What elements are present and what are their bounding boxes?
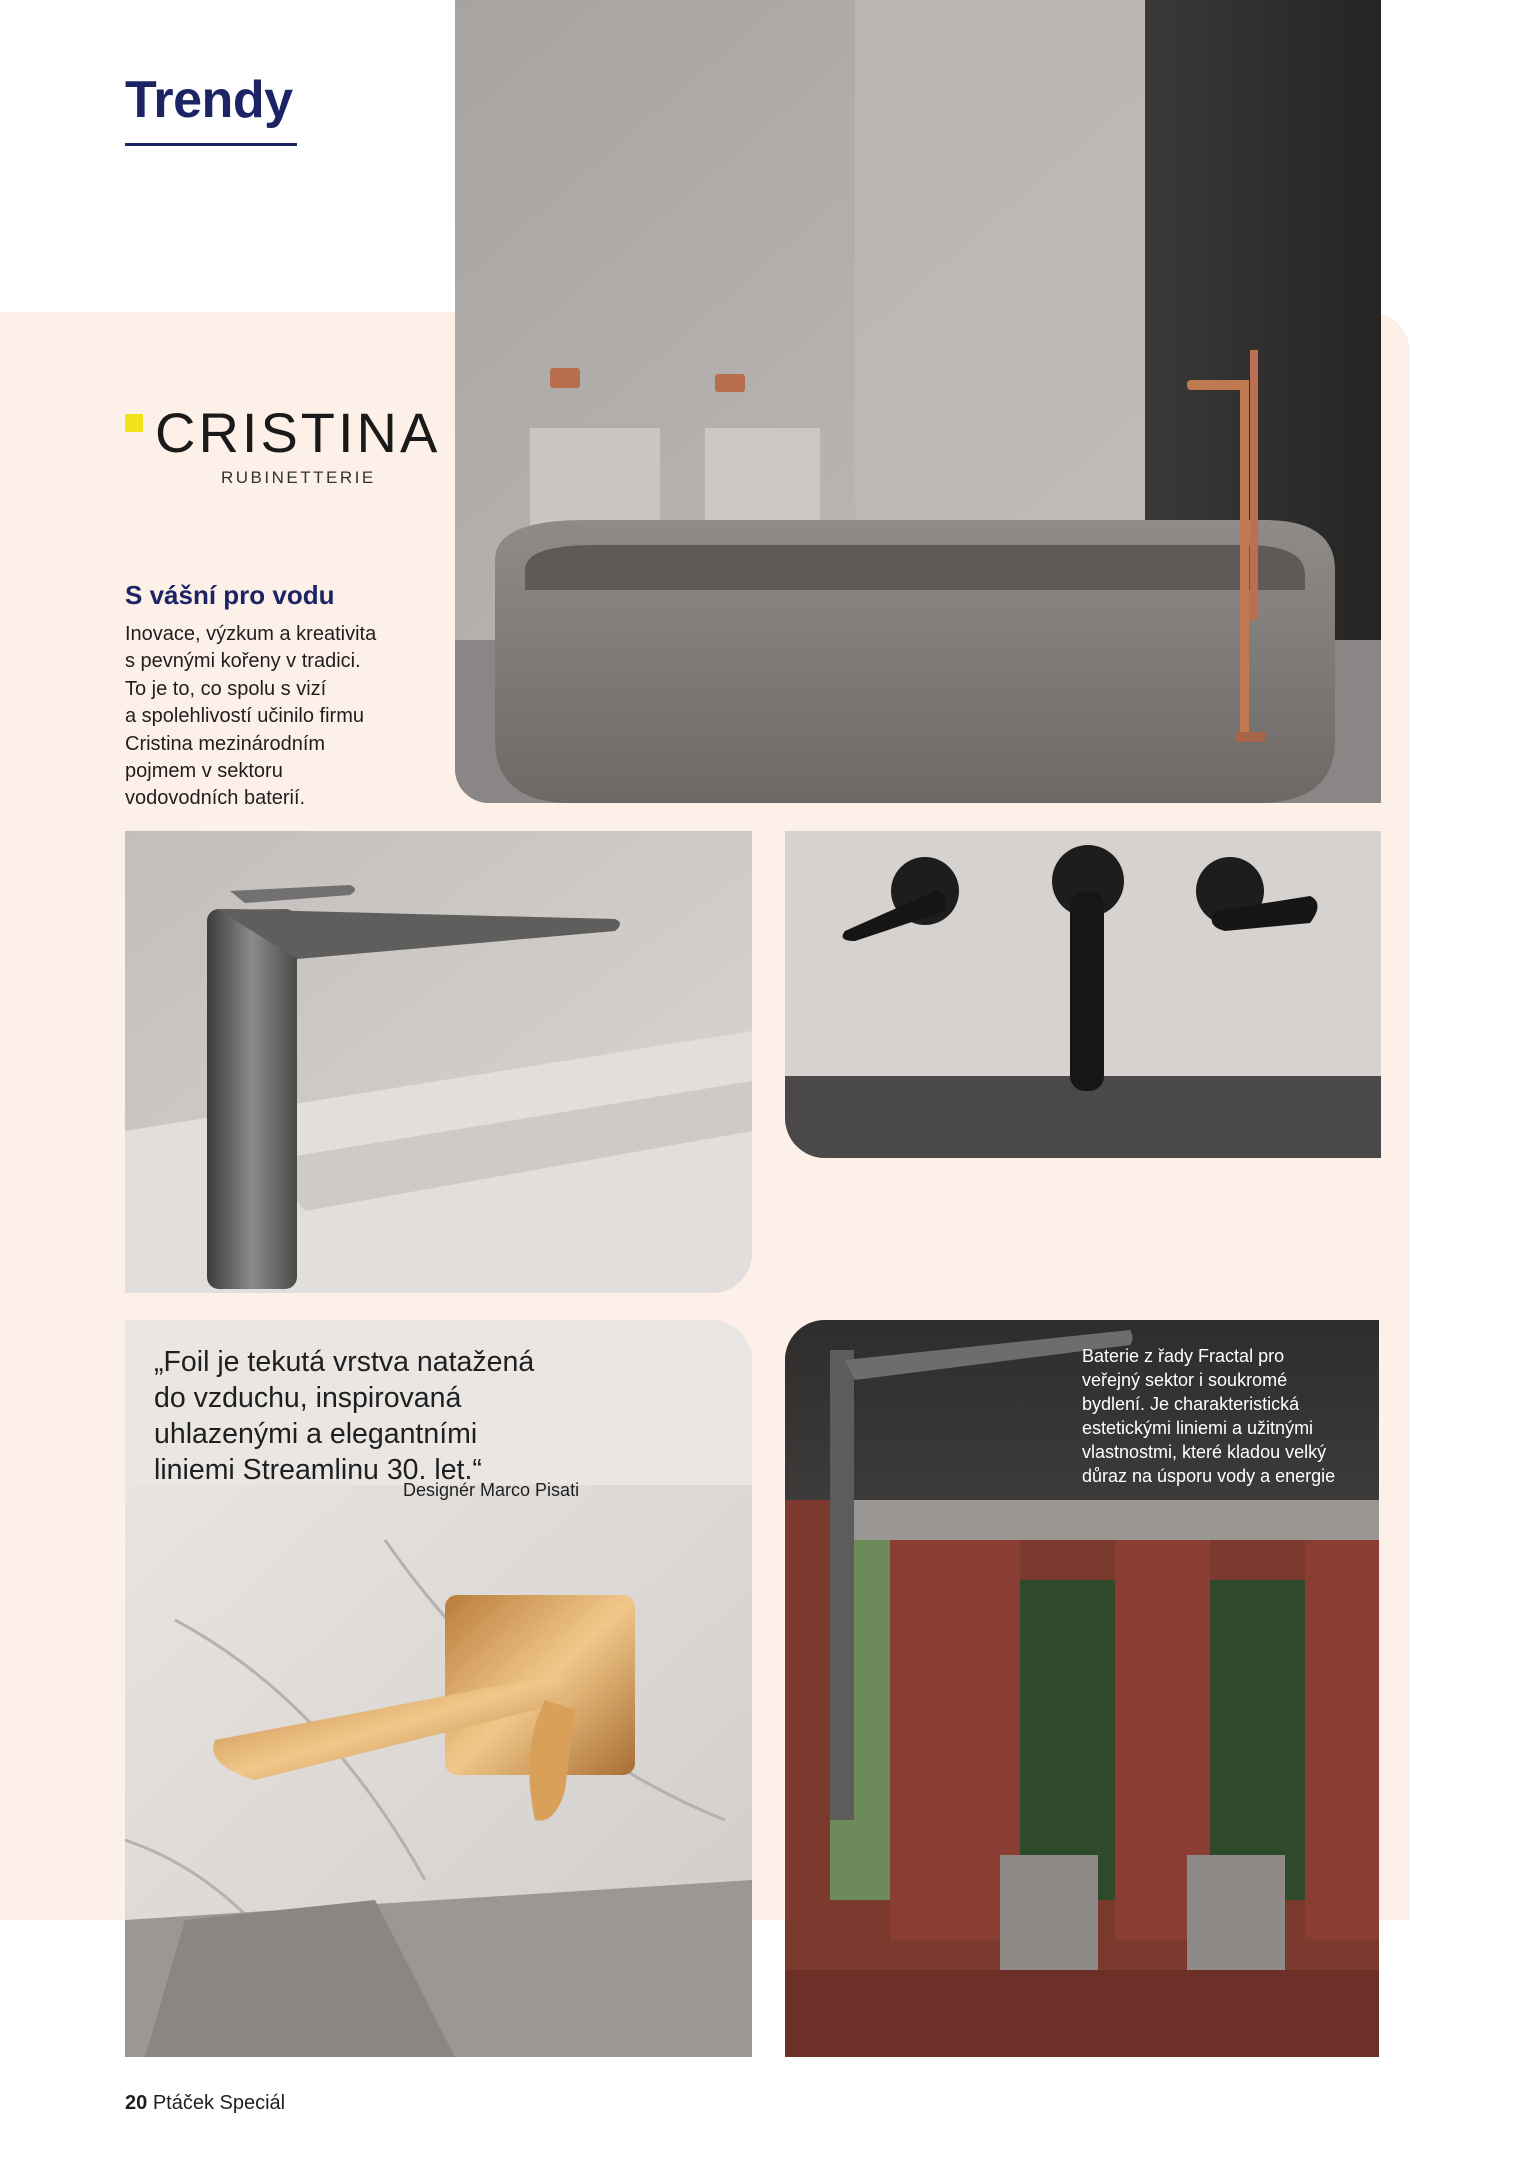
intro-line: Cristina mezinárodním: [125, 732, 326, 755]
intro-line: Inovace, výzkum a kreativita: [125, 623, 377, 645]
quote-line: liniemi Streamlinu 30. let.“: [154, 1454, 482, 1486]
intro-line: pojmem v sektoru: [125, 760, 283, 783]
caption-line: estetickými liniemi a užitnými: [1082, 1418, 1314, 1438]
title-underline: [125, 143, 297, 146]
fractal-caption: [1082, 1344, 1372, 1488]
quote-line: uhlazenými a elegantními: [154, 1418, 478, 1450]
intro-line: To je to, co spolu s vizí: [125, 677, 327, 700]
caption-line: důraz na úsporu vody a energie: [1082, 1466, 1336, 1486]
intro-line: vodovodních baterií.: [125, 787, 306, 810]
intro-paragraph: [125, 621, 415, 813]
intro-line: a spolehlivostí učinilo firmu: [125, 705, 364, 728]
publication-name: Ptáček Speciál: [152, 2092, 286, 2114]
designer-quote: [154, 1344, 594, 1488]
quote-line: do vzduchu, inspirovaná: [154, 1382, 462, 1414]
caption-line: veřejný sektor i soukromé: [1082, 1370, 1288, 1390]
caption-line: Baterie z řady Fractal pro: [1082, 1346, 1285, 1366]
logo-wordmark: CRISTINA: [155, 401, 441, 464]
cristina-logo: [125, 400, 441, 500]
caption-line: bydlení. Je charakteristická: [1082, 1394, 1300, 1414]
caption-line: vlastnostmi, které kladou velký: [1082, 1442, 1327, 1462]
intro-heading: S vášní pro vodu: [125, 580, 335, 610]
page-footer: [125, 2092, 285, 2115]
logo-subtitle: RUBINETTERIE: [221, 468, 376, 487]
page-number: 20: [125, 2092, 148, 2114]
logo-square-icon: [125, 414, 143, 432]
wall-mixer-photo: [785, 831, 1381, 1158]
bathtub-photo: [455, 0, 1381, 803]
basin-mixer-photo: [125, 831, 752, 1293]
quote-line: „Foil je tekutá vrstva natažená: [154, 1346, 535, 1378]
intro-line: s pevnými kořeny v tradici.: [125, 650, 361, 673]
quote-author: Designér Marco Pisati: [403, 1480, 580, 1500]
section-title: Trendy: [125, 71, 293, 129]
